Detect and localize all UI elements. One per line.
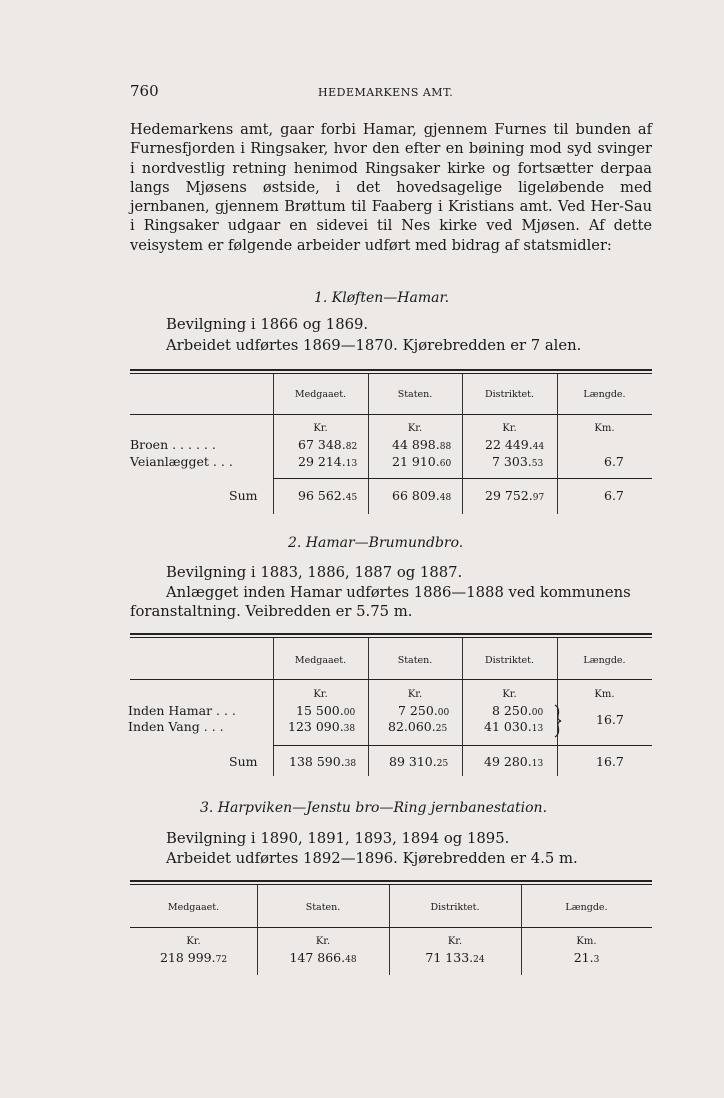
column-header: Staten.	[397, 389, 433, 400]
section-2-line-3: foranstaltning. Veibredden er 5.75 m.	[130, 603, 413, 620]
table-rule	[130, 880, 652, 882]
sum-cell: 89 310.25	[389, 754, 449, 769]
column-header: Staten.	[397, 655, 433, 666]
column-header: Distriktet.	[430, 902, 480, 913]
sum-cell: 29 752.97	[485, 488, 545, 503]
table-cell: 41 030.13	[484, 719, 544, 734]
table-rule	[130, 414, 652, 415]
table-cell: 22 449.44	[485, 437, 545, 452]
table-rule	[130, 373, 652, 374]
column-header: Længde.	[565, 902, 608, 913]
section-2-line-2: Anlægget inden Hamar udførtes 1886—1888 ved kommunens	[166, 584, 631, 601]
table-rule	[130, 679, 652, 680]
section-3-heading: 3. Harpviken—Jenstu bro—Ring jernbanestation.	[200, 800, 548, 816]
table-cell: 7 303.53	[492, 454, 544, 469]
section-3-line-2: Arbeidet udførtes 1892—1896. Kjørebredden er 4.5 m.	[166, 850, 578, 867]
section-2-line-1: Bevilgning i 1883, 1886, 1887 og 1887.	[166, 564, 463, 581]
table-cell: 29 214.13	[298, 454, 358, 469]
table-cell: 123 090.38	[288, 719, 356, 734]
brace-icon	[552, 704, 564, 738]
table-cell: 218 999.72	[159, 950, 228, 965]
section-1-heading: 1. Kløften—Hamar.	[314, 290, 450, 306]
unit-label: Kr.	[407, 689, 423, 700]
row-label: Inden Vang . . .	[128, 719, 224, 734]
bracket-length: 16.7	[596, 712, 624, 727]
unit-label: Kr.	[313, 689, 328, 700]
row-label: Veianlægget . . .	[130, 454, 233, 469]
sum-cell: 138 590.38	[289, 754, 357, 769]
unit-label: Kr.	[313, 423, 328, 434]
table-cell: 21.3	[573, 950, 600, 965]
sum-cell: 96 562.45	[298, 488, 358, 503]
column-header: Distriktet.	[485, 655, 534, 666]
section-1-line-1: Bevilgning i 1866 og 1869.	[166, 316, 369, 333]
table-rule	[130, 927, 652, 928]
column-header: Staten.	[305, 902, 341, 913]
unit-label: Kr.	[315, 936, 331, 947]
unit-label: Kr.	[502, 689, 517, 700]
sum-label: Sum	[229, 754, 258, 769]
intro-paragraph: Hedemarkens amt, gaar forbi Hamar, gjennem Furnes til bunden af Furnesfjorden i Ringsaker, hvor den efter en bøining mod syd svinger i nordvestlig retning henimod Ringsaker kirke og fortsætter derpaa langs Mjøsens østside, i det hovedsagelige ligeløbende med jernbanen, gjennem Brøttum til Faaberg i Kristians amt. Ved Her-Sau i Ringsaker udgaar en sidevei til Nes kirke ved Mjøsen. Af dette veisystem er følgende arbeider udført med bidrag af statsmidler:	[130, 121, 652, 254]
running-title: HEDEMARKENS AMT.	[318, 86, 454, 99]
column-header: Medgaaet.	[167, 902, 220, 913]
section-3-line-1: Bevilgning i 1890, 1891, 1893, 1894 og 1895.	[166, 830, 510, 847]
sum-cell: 49 280.13	[484, 754, 544, 769]
column-header: Medgaaet.	[294, 655, 347, 666]
row-label: Inden Hamar . . .	[128, 703, 236, 718]
section-2-heading: 2. Hamar—Brumundbro.	[288, 535, 464, 551]
table-rule	[273, 478, 652, 479]
table-cell: 15 500.00	[296, 703, 356, 718]
column-header: Medgaaet.	[294, 389, 347, 400]
unit-label: Kr.	[186, 936, 201, 947]
unit-label: Kr.	[502, 423, 517, 434]
unit-label: Km.	[594, 423, 615, 434]
sum-cell: 66 809.48	[392, 488, 452, 503]
unit-label: Km.	[576, 936, 597, 947]
table-rule	[130, 633, 652, 635]
page-number: 760	[130, 82, 159, 100]
table-cell: 44 898.88	[392, 437, 452, 452]
table-rule	[130, 884, 652, 885]
column-header: Distriktet.	[485, 389, 534, 400]
table-cell: 8 250.00	[492, 703, 544, 718]
table-rule	[130, 637, 652, 638]
unit-label: Kr.	[407, 423, 423, 434]
unit-label: Km.	[594, 689, 615, 700]
table-cell: 7 250.00	[398, 703, 450, 718]
row-label: Broen . . . . . .	[130, 437, 216, 452]
table-cell: 6.7	[604, 454, 624, 469]
table-cell: 71 133.24	[425, 950, 485, 965]
unit-label: Kr.	[447, 936, 463, 947]
table-cell: 82.060.25	[388, 719, 448, 734]
section-1-line-2: Arbeidet udførtes 1869—1870. Kjørebredden er 7 alen.	[166, 337, 582, 354]
sum-label: Sum	[229, 488, 258, 503]
sum-cell: 6.7	[604, 488, 624, 503]
table-cell: 147 866.48	[289, 950, 357, 965]
sum-cell: 16.7	[596, 754, 624, 769]
table-rule	[273, 745, 652, 746]
column-header: Længde.	[583, 389, 626, 400]
table-cell: 67 348.82	[298, 437, 358, 452]
table-cell: 21 910.60	[392, 454, 452, 469]
table-rule	[130, 369, 652, 371]
column-header: Længde.	[583, 655, 626, 666]
